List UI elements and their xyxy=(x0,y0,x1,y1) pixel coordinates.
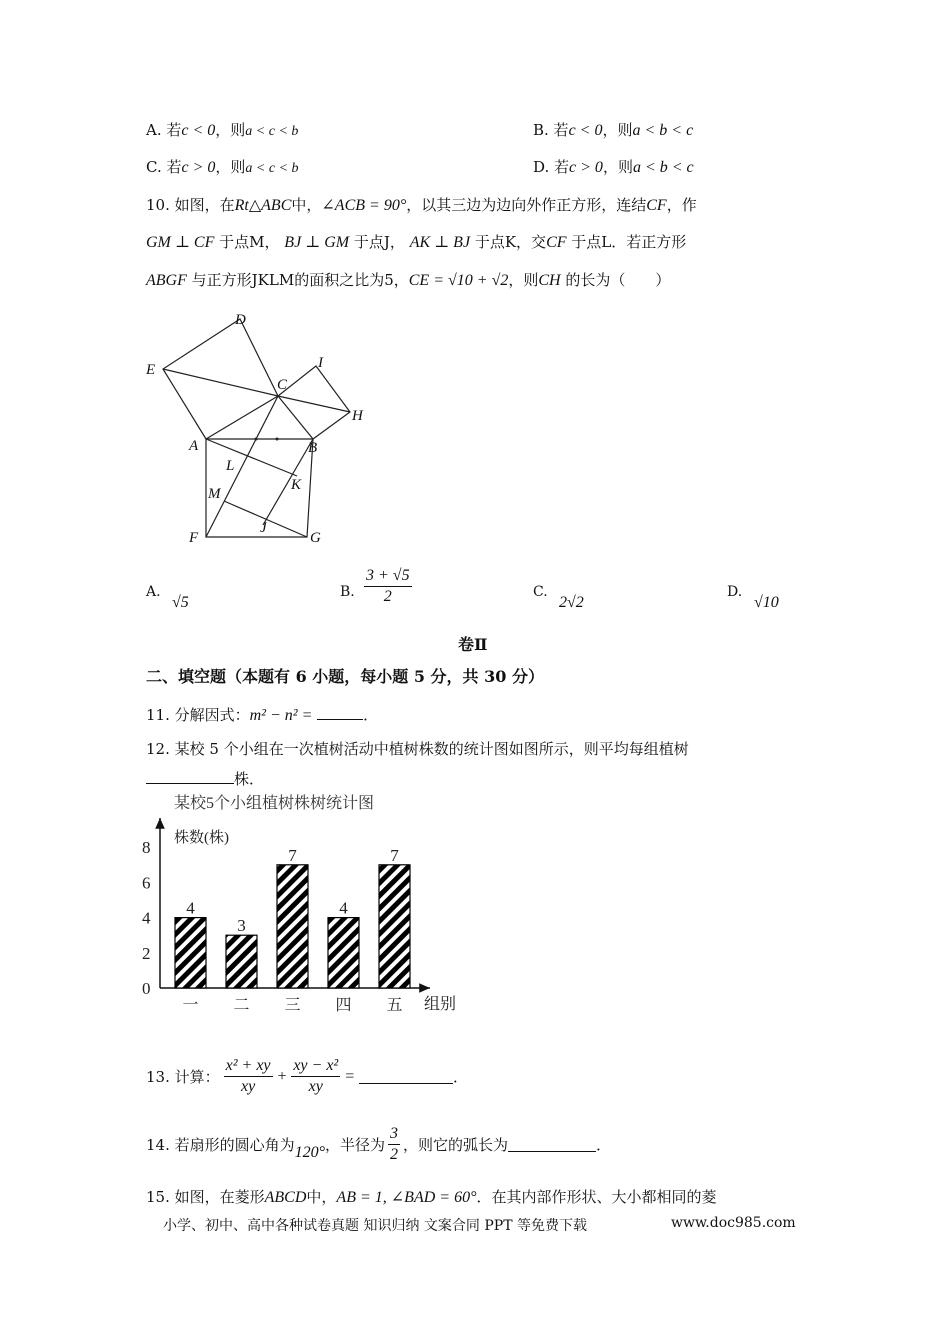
q10-option-a-label: A. xyxy=(146,584,161,600)
q10-line-3: ABGF 与正方形JKLM的面积之比为5，CE = √10 + √2，则CH 的长为（ ） xyxy=(146,271,671,289)
footer-website-link[interactable]: www.doc985.com xyxy=(671,1215,796,1231)
bar-value-label: 7 xyxy=(288,845,297,865)
bar-value-label: 7 xyxy=(390,845,399,865)
y-tick-label: 8 xyxy=(142,838,151,858)
part-2-heading: 卷Ⅱ xyxy=(458,635,488,654)
q10-option-b-label: B. xyxy=(340,584,355,600)
label-g: G xyxy=(310,530,321,546)
chart-y-label: 株数(株) xyxy=(174,830,229,846)
q13-fraction-2: $\frac{\text{xy − x²}}{xy}$ xyxy=(293,1057,339,1095)
q12-line-1: 12. 某校 5 个小组在一次植树活动中植树株数的统计图如图所示，则平均每组植树 xyxy=(146,740,689,758)
q9-option-b: B. 若c < 0，则a < b < c xyxy=(533,121,694,139)
chart-title: 某校5个小组植树株树统计图 xyxy=(174,795,375,812)
square-acde xyxy=(163,319,278,439)
label-k: K xyxy=(291,477,302,493)
label-f: F xyxy=(189,530,199,546)
y-tick-label: 4 xyxy=(142,908,151,928)
q11-answer-blank xyxy=(317,705,363,720)
footer-text: 小学、初中、高中各种试卷真题 知识归纳 文案合同 PPT 等免费下载 xyxy=(163,1218,587,1234)
q14: 14. 若扇形的圆心角为 120° ，半径为 $\frac{3}{2}$ ，则它的弧长为 ． xyxy=(146,1125,612,1163)
x-category-label: 五 xyxy=(386,997,403,1014)
x-category-label: 一 xyxy=(182,997,199,1014)
label-a: A xyxy=(189,438,199,454)
q14-radius-fraction: $\frac{3}{2}$ xyxy=(390,1125,399,1163)
q10-option-d-label: D. xyxy=(727,584,743,600)
bar-value-label: 4 xyxy=(339,898,348,918)
q10-geometry-figure xyxy=(140,305,380,555)
x-category-label: 二 xyxy=(233,997,250,1014)
q10-option-c-value: 2√2 xyxy=(559,594,584,611)
label-m: M xyxy=(208,486,221,502)
bar-1 xyxy=(175,918,206,988)
q12-answer-blank xyxy=(146,769,234,784)
q10-option-c-label: C. xyxy=(533,584,548,600)
chart-x-label: 组别 xyxy=(424,996,457,1013)
bar-5 xyxy=(379,865,410,988)
section-fill-in-heading: 二、填空题（本题有 6 小题，每小题 5 分，共 30 分） xyxy=(146,667,544,686)
bar-3 xyxy=(277,865,308,988)
q12-bar-chart xyxy=(138,790,468,1022)
q10-option-a-value: √5 xyxy=(172,594,189,611)
label-l: L xyxy=(226,458,235,474)
y-tick-label: 0 xyxy=(142,979,151,998)
q14-answer-blank xyxy=(508,1137,596,1152)
q9-option-c: C. 若c > 0，则a < c < b xyxy=(146,158,299,176)
x-category-label: 四 xyxy=(335,997,352,1014)
bar-value-label: 3 xyxy=(237,916,246,936)
x-category-label: 三 xyxy=(284,997,301,1014)
square-bchi xyxy=(278,366,350,439)
q10-option-b-fraction: $\frac{3 + √5}{2}$ xyxy=(366,567,410,605)
q12-line-2: 株． xyxy=(146,768,264,789)
q13: 13. 计算： $\frac{\text{x² + xy}}{xy}$ + $\frac{\text{xy − x²}}{xy}$ = ． xyxy=(146,1057,469,1095)
q9-option-a: A. 若c < 0，则a < c < b xyxy=(146,121,299,139)
bar-value-label: 4 xyxy=(186,898,195,918)
label-j: J xyxy=(260,520,267,536)
label-i: I xyxy=(318,355,323,371)
q15-line-1: 15. 如图，在菱形ABCD中，AB = 1, ∠BAD = 60°．在其内部作形状、大小都相同的菱 xyxy=(146,1188,717,1206)
q10-option-d-value: √10 xyxy=(754,594,779,611)
label-h: H xyxy=(352,408,363,424)
label-e: E xyxy=(146,362,156,378)
q9-option-d: D. 若c > 0，则a < b < c xyxy=(533,158,694,176)
y-tick-label: 2 xyxy=(142,943,151,963)
y-tick-label: 6 xyxy=(142,873,151,893)
q10-line-2: GM ⊥ CF 于点M， BJ ⊥ GM 于点J， AK ⊥ BJ 于点K，交CF 于点L．若正方形 xyxy=(146,233,687,251)
bar-4 xyxy=(328,918,359,988)
q11: 11. 分解因式：m² − n² = ． xyxy=(146,706,379,724)
label-d: D xyxy=(235,312,246,328)
label-c: C xyxy=(277,377,288,393)
bar-2 xyxy=(226,935,257,988)
q13-fraction-1: $\frac{\text{x² + xy}}{xy}$ xyxy=(225,1057,271,1095)
label-b: B xyxy=(308,440,318,456)
q13-answer-blank xyxy=(359,1069,453,1084)
q10-line-1: 10. 如图，在Rt△ABC中，∠ACB = 90°，以其三边为边向外作正方形，连结CF，作 xyxy=(146,196,697,214)
